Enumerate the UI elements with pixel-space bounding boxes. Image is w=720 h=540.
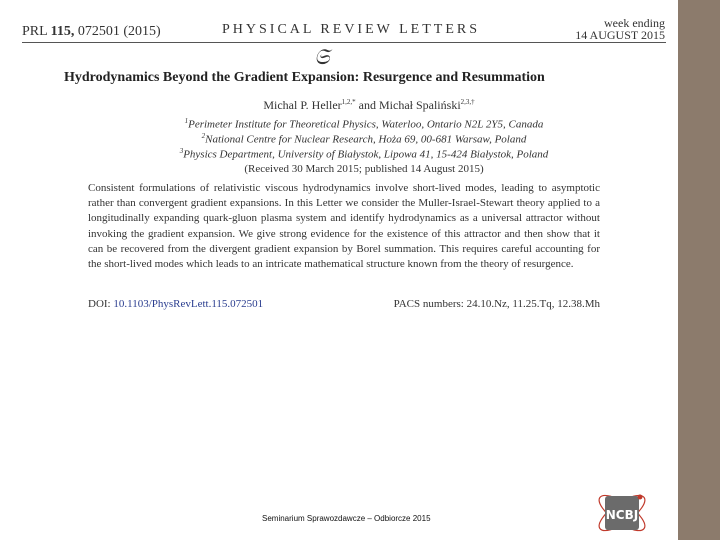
author-superscript: 2,3,†	[460, 98, 475, 106]
affiliation-text: Perimeter Institute for Theoretical Physics, Waterloo, Ontario N2L 2Y5, Canada	[188, 118, 544, 131]
paper-title: Hydrodynamics Beyond the Gradient Expansion: Resurgence and Resummation	[64, 70, 545, 85]
affiliation	[0, 132, 720, 146]
author-list	[0, 98, 720, 113]
pacs-numbers: PACS numbers: 24.10.Nz, 11.25.Tq, 12.38.Mh	[393, 298, 600, 310]
affiliation	[0, 147, 720, 161]
doi	[88, 298, 263, 310]
affiliation	[0, 117, 720, 131]
doi-label: DOI:	[88, 298, 111, 310]
affiliation-number: 2	[201, 132, 206, 140]
author-name: Michal P. Heller	[263, 98, 342, 112]
abstract: Consistent formulations of relativistic viscous hydrodynamics involve short-lived modes, leading to asymptotic rather than convergent gradient expansions. In this Letter we consider the Muller-Israel-Stewart theory applied to a longitudinally expanding quark-gluon plasma system and identify hydrodynamics as a universal attractor without invoking the gradient expansion. We give strong evidence for the existence of this attractor and then show that it can be recovered from the divergent gradient expansion by Borel summation. This requires careful accounting for the short-lived modes which leads to an intricate mathematical structure known from the theory of resurgence.	[88, 182, 600, 271]
affiliation-text: National Centre for Nuclear Research, Hoża 69, 00-681 Warsaw, Poland	[205, 133, 527, 146]
slide-side-band	[678, 0, 720, 540]
affiliation-text: Physics Department, University of Białystok, Lipowa 41, 15-424 Białystok, Poland	[183, 148, 549, 161]
citation	[22, 24, 161, 40]
slide-footer: Seminarium Sprawozdawcze – Odbiorcze 2015	[262, 514, 431, 523]
author-superscript: 1,2,*	[341, 98, 356, 106]
journal-name: PHYSICAL REVIEW LETTERS	[222, 22, 480, 37]
header-rule	[22, 42, 666, 43]
logo-lettering: NCBJ	[605, 508, 639, 522]
week-ending-label: week ending	[604, 16, 665, 30]
doi-link[interactable]: 10.1103/PhysRevLett.115.072501	[113, 298, 264, 310]
ncbj-logo-icon	[592, 486, 652, 540]
author-name: Michał Spaliński	[378, 98, 461, 112]
citation-volume: 115,	[50, 24, 75, 39]
issue-date	[560, 17, 665, 41]
citation-journal: PRL	[22, 24, 48, 39]
citation-number: 072501 (2015)	[77, 24, 161, 39]
received-dates: (Received 30 March 2015; published 14 August 2015)	[244, 163, 484, 175]
author-conjunction: and	[358, 98, 376, 112]
issue-date-value: 14 AUGUST 2015	[575, 28, 665, 42]
affiliation-number: 1	[184, 117, 189, 125]
affiliation-number: 3	[179, 147, 184, 155]
editors-suggestion-icon: 𝔖	[314, 44, 330, 69]
